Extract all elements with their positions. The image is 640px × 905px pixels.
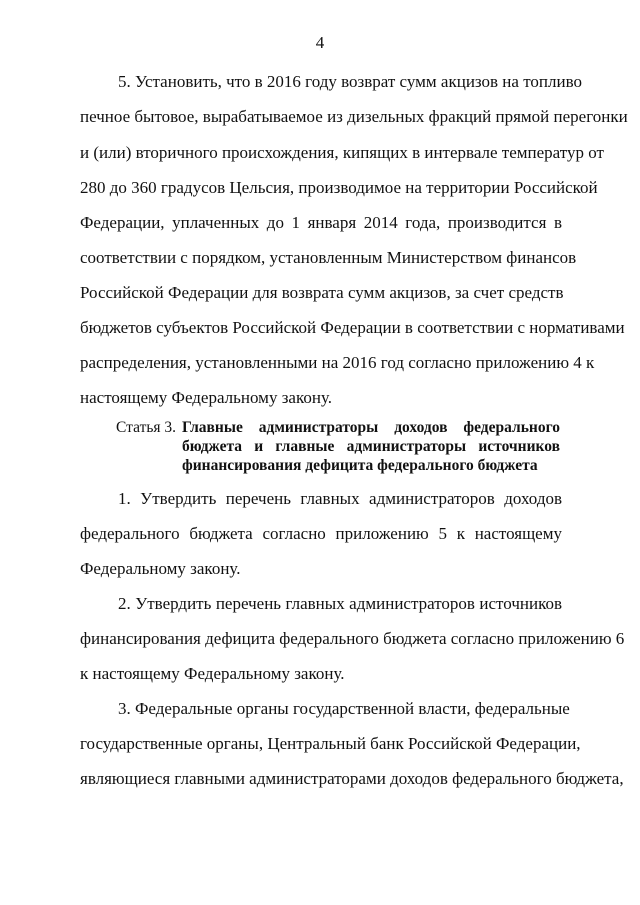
text-line: 2. Утвердить перечень главных администраторов источников bbox=[118, 594, 562, 613]
article-title-line: бюджета и главные администраторы источников bbox=[182, 438, 560, 455]
text-line: к настоящему Федеральному закону. bbox=[80, 664, 345, 683]
article-title-line: финансирования дефицита федерального бюджета bbox=[182, 457, 538, 474]
text-line: настоящему Федеральному закону. bbox=[80, 388, 332, 407]
text-line: Федеральному закону. bbox=[80, 559, 241, 578]
text-line: 3. Федеральные органы государственной власти, федеральные bbox=[118, 699, 570, 718]
text-line: соответствии с порядком, установленным Министерством финансов bbox=[80, 248, 577, 267]
text-line: и (или) вторичного происхождения, кипящих в интервале температур от bbox=[80, 143, 604, 162]
text-line: государственные органы, Центральный банк Российской Федерации, bbox=[80, 734, 581, 753]
text-line: являющиеся главными администраторами доходов федерального бюджета, bbox=[80, 769, 624, 788]
text-line: Российской Федерации для возврата сумм акцизов, за счет средств bbox=[80, 283, 564, 302]
text-line: печное бытовое, вырабатываемое из дизельных фракций прямой перегонки bbox=[80, 107, 628, 126]
article-label: Статья 3. bbox=[116, 419, 177, 436]
page-number: 4 bbox=[315, 33, 325, 52]
text-line: Федерации, уплаченных до 1 января 2014 года, производится в bbox=[80, 213, 562, 232]
text-line: федерального бюджета согласно приложению 5 к настоящему bbox=[80, 524, 562, 543]
text-line: распределения, установленными на 2016 год согласно приложению 4 к bbox=[80, 353, 595, 372]
text-line: финансирования дефицита федерального бюджета согласно приложению 6 bbox=[80, 629, 625, 648]
text-line: бюджетов субъектов Российской Федерации в соответствии с нормативами bbox=[80, 318, 625, 337]
text-line: 1. Утвердить перечень главных администраторов доходов bbox=[118, 489, 562, 508]
article-title-line: Главные администраторы доходов федерального bbox=[182, 419, 560, 436]
text-line: 280 до 360 градусов Цельсия, производимое на территории Российской bbox=[80, 178, 598, 197]
text-line: 5. Установить, что в 2016 году возврат сумм акцизов на топливо bbox=[118, 72, 582, 91]
